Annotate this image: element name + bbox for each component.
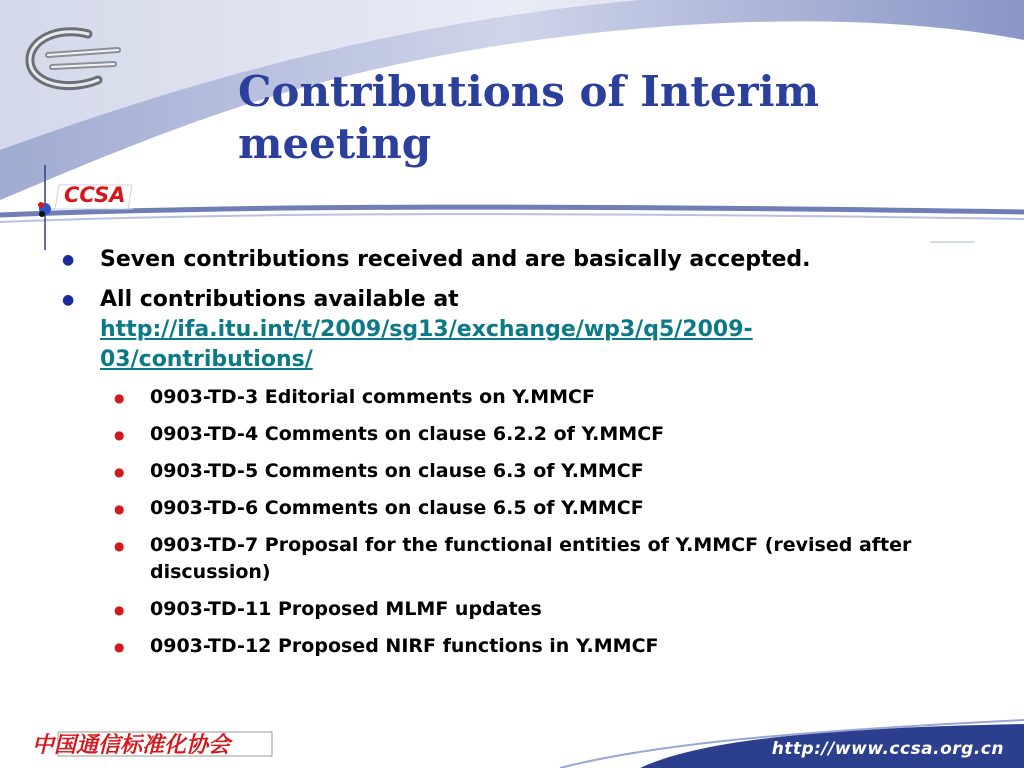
bullet-item (60, 285, 960, 375)
chinese-logo-text: 中国通信标准化协会 (32, 733, 231, 758)
bullet-dot-icon: ● (62, 252, 75, 268)
sub-bullet-item (110, 384, 930, 411)
sub-bullet-list (110, 384, 930, 670)
bullet-dot-icon: ● (114, 465, 125, 479)
bullet-dot-icon: ● (114, 539, 125, 553)
bullet-dot-icon: ● (114, 603, 125, 617)
sub-bullet-text: 0903-TD-11 Proposed MLMF updates (150, 598, 542, 620)
bullet-dot-icon: ● (114, 428, 125, 442)
bullet-dot-icon: ● (114, 640, 125, 654)
sub-bullet-text: 0903-TD-6 Comments on clause 6.5 of Y.MMCF (150, 497, 644, 519)
bullet-dot-icon: ● (114, 391, 125, 405)
ccsa-logo-text: CCSA (64, 183, 126, 207)
ccsa-logo-icon (28, 165, 148, 255)
sub-bullet-item (110, 633, 930, 660)
ccsa-swoosh-logo-icon (18, 22, 128, 94)
sub-bullet-item (110, 495, 930, 522)
ccsa-logo (28, 165, 148, 255)
sub-bullet-text: 0903-TD-7 Proposal for the functional entities of Y.MMCF (revised after discussion) (150, 534, 912, 583)
sub-bullet-text: 0903-TD-12 Proposed NIRF functions in Y.MMCF (150, 635, 659, 657)
sub-bullet-text: 0903-TD-4 Comments on clause 6.2.2 of Y.MMCF (150, 423, 665, 445)
sub-bullet-item (110, 421, 930, 448)
bullet-item (60, 245, 960, 275)
bullet-dot-icon: ● (114, 502, 125, 516)
sub-bullet-text: 0903-TD-5 Comments on clause 6.3 of Y.MMCF (150, 460, 644, 482)
sub-bullet-item (110, 458, 930, 485)
chinese-logo (28, 728, 278, 760)
sub-bullet-item (110, 532, 930, 586)
bullet-text: All contributions available at (100, 287, 459, 312)
sub-bullet-item (110, 596, 930, 623)
contributions-link[interactable]: http://ifa.itu.int/t/2009/sg13/exchange/wp3/q5/2009-03/contributions/ (100, 317, 753, 372)
sub-bullet-text: 0903-TD-3 Editorial comments on Y.MMCF (150, 386, 595, 408)
footer-url: http://www.ccsa.org.cn (771, 739, 1004, 759)
bullet-text: Seven contributions received and are basically accepted. (100, 247, 811, 272)
bullet-dot-icon: ● (62, 292, 75, 308)
slide-title: Contributions of Interim meeting (238, 67, 820, 168)
bullet-list (60, 245, 960, 385)
